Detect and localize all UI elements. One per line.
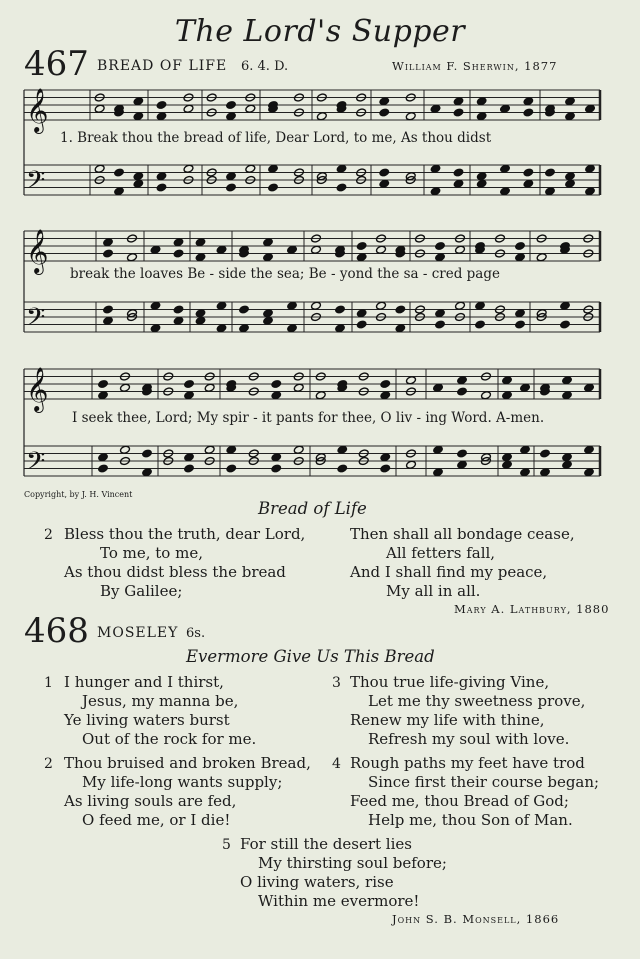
note-head [150,324,161,333]
note-head [315,391,326,400]
note-head [379,168,390,177]
note-head [204,383,215,392]
note-head [336,164,347,173]
note-head [560,320,571,329]
note-head [173,305,184,314]
note-head [133,97,144,106]
composer-467: William F. Sherwin, 1877 [392,59,558,73]
note-head [453,168,464,177]
bass-clef-icon: 𝄢 [26,447,46,482]
verse-line: Since first their course began; [368,773,600,791]
note-head [268,164,279,173]
bass-clef-icon: 𝄢 [26,166,46,201]
verse-line: O living waters, rise [240,873,394,891]
text-author-467: Mary A. Lathbury, 1880 [454,602,610,616]
verse-line: I hunger and I thirst, [64,673,224,691]
verse-line: By Galilee; [100,582,183,600]
note-head [545,168,556,177]
note-head [103,316,114,325]
note-head [502,453,513,462]
note-head [520,468,531,477]
note-head [405,112,416,121]
note-head [195,309,206,318]
note-head [406,460,417,469]
meter-468: 6s. [186,626,206,641]
verse-line: Feed me, thou Bread of God; [350,792,569,810]
verse-line: My life-long wants supply; [82,773,283,791]
verse-line: Jesus, my manna be, [82,692,239,710]
note-head [133,112,144,121]
note-head [226,172,237,181]
note-head [523,97,534,106]
note-head [183,164,194,173]
note-head [293,383,304,392]
note-head [455,245,466,254]
note-head [226,112,237,121]
note-head [562,453,573,462]
note-head [515,241,526,250]
note-head [430,104,441,113]
note-head [133,172,144,181]
verse-line: For still the desert lies [240,835,412,853]
note-head [453,97,464,106]
note-head [287,301,298,310]
hymn-number-468: 468 [24,611,89,651]
note-head [98,391,109,400]
note-head [356,253,367,262]
note-head [239,305,250,314]
note-head [585,104,596,113]
note-head [380,453,391,462]
note-head [520,383,531,392]
note-head [311,245,322,254]
note-head [195,316,206,325]
note-head [523,108,534,117]
note-head [585,187,596,196]
note-head [263,309,274,318]
treble-clef-icon: 𝄞 [26,367,49,411]
note-head [103,305,114,314]
verse-number: 5 [222,837,231,853]
note-head [562,376,573,385]
tune-name-467: BREAD OF LIFE [97,58,228,74]
note-head [565,172,576,181]
verse-line: Out of the rock for me. [82,730,257,748]
note-head [476,97,487,106]
note-head [156,112,167,121]
note-head [523,168,534,177]
note-head [268,183,279,192]
note-head [335,305,346,314]
note-head [435,253,446,262]
note-head [271,391,282,400]
note-head [150,245,161,254]
note-head [453,179,464,188]
treble-clef-icon: 𝄞 [26,229,49,273]
note-head [453,108,464,117]
note-head [540,468,551,477]
note-head [114,168,125,177]
note-head [263,316,274,325]
note-head [311,301,322,310]
note-head [435,309,446,318]
note-head [430,187,441,196]
text-title-468: Evermore Give Us This Bread [186,647,435,666]
note-head [379,97,390,106]
note-head [142,468,153,477]
note-head [226,464,237,473]
note-head [476,179,487,188]
note-head [183,104,194,113]
meter-467: 6. 4. D. [241,59,289,74]
note-head [560,301,571,310]
text-author-468: John S. B. Monsell, 1866 [392,912,560,926]
note-head [114,187,125,196]
verse-line: Thou true life-giving Vine, [350,673,550,691]
note-head [271,453,282,462]
note-head [226,445,237,454]
verse-line: O feed me, or I die! [82,811,231,829]
note-head [500,164,511,173]
note-head [476,112,487,121]
note-head [142,449,153,458]
note-head [184,391,195,400]
note-head [195,253,206,262]
note-head [216,301,227,310]
note-head [271,379,282,388]
note-head [336,183,347,192]
note-head [356,241,367,250]
note-head [536,253,547,262]
verse-line: Renew my life with thine, [350,711,545,729]
note-head [356,309,367,318]
note-head [457,460,468,469]
note-head [94,164,105,173]
note-head [481,391,492,400]
note-head [584,383,595,392]
note-head [584,445,595,454]
treble-clef-icon: 𝄞 [26,88,49,132]
note-head [406,376,417,385]
note-head [435,320,446,329]
note-head [216,245,227,254]
note-head [173,316,184,325]
note-head [545,187,556,196]
verse-line: As living souls are fed, [64,792,237,810]
lyrics-line-2: break the loaves Be - side the sea; Be - yond the sa - cred page [70,266,500,282]
note-head [520,445,531,454]
verse-line: Ye living waters burst [64,711,230,729]
note-head [150,301,161,310]
note-head [455,301,466,310]
verse-line: My thirsting soul before; [258,854,447,872]
note-head [565,179,576,188]
note-head [156,172,167,181]
note-head [380,379,391,388]
note-head [156,183,167,192]
note-head [127,253,138,262]
note-head [316,112,327,121]
lyrics-line-1: 1. Break thou the bread of life, Dear Lord, to me, As thou didst [60,130,492,146]
note-head [98,379,109,388]
note-head [173,238,184,247]
note-head [120,383,131,392]
note-head [379,108,390,117]
verse-number: 2 [44,527,53,543]
verse-line: All fetters fall, [386,544,496,562]
note-head [540,449,551,458]
note-head [457,376,468,385]
note-head [475,320,486,329]
note-head [356,320,367,329]
note-head [98,453,109,462]
note-head [133,179,144,188]
note-head [435,241,446,250]
verse-line: To me, to me, [100,544,203,562]
note-head [376,301,387,310]
verse-line: My all in all. [386,582,481,600]
note-head [120,445,131,454]
note-head [156,100,167,109]
note-head [226,183,237,192]
note-head [565,97,576,106]
note-head [380,464,391,473]
note-head [433,383,444,392]
verse-line: Then shall all bondage cease, [350,525,575,543]
note-head [379,179,390,188]
note-head [562,391,573,400]
note-head [293,445,304,454]
note-head [500,104,511,113]
verse-line: And I shall find my peace, [350,563,548,581]
note-head [515,309,526,318]
note-head [271,464,282,473]
note-head [502,376,513,385]
note-head [457,449,468,458]
verse-line: Within me evermore! [258,892,420,910]
note-head [337,445,348,454]
note-head [287,324,298,333]
note-head [184,453,195,462]
note-head [433,468,444,477]
note-head [395,324,406,333]
page-title: The Lord's Supper [174,14,466,49]
verse-number: 1 [44,675,53,691]
note-head [476,172,487,181]
note-head [585,164,596,173]
note-head [430,164,441,173]
verse-line: Let me thy sweetness prove, [368,692,586,710]
note-head [173,249,184,258]
verse-line: Help me, thou Son of Man. [368,811,573,829]
note-head [263,253,274,262]
copyright-note: Copyright, by J. H. Vincent [24,490,133,499]
note-head [239,324,250,333]
note-head [245,164,256,173]
note-head [523,179,534,188]
note-head [216,324,227,333]
tune-name-468: MOSELEY [97,625,179,641]
note-head [500,187,511,196]
verse-line: Rough paths my feet have trod [350,754,585,772]
note-head [562,460,573,469]
verse-line: Refresh my soul with love. [368,730,570,748]
note-head [287,245,298,254]
note-head [94,104,105,113]
note-head [103,249,114,258]
note-head [395,305,406,314]
verse-line: Thou bruised and broken Bread, [64,754,311,772]
bass-clef-icon: 𝄢 [26,303,46,338]
note-head [515,253,526,262]
note-head [204,445,215,454]
note-head [184,464,195,473]
note-head [245,104,256,113]
text-title-467: Bread of Life [258,499,367,518]
note-head [380,391,391,400]
note-head [475,301,486,310]
note-head [263,238,274,247]
note-head [103,238,114,247]
verse-number: 3 [332,675,341,691]
note-head [433,445,444,454]
note-head [457,387,468,396]
note-head [376,245,387,254]
verse-number: 4 [332,756,341,772]
note-head [584,468,595,477]
note-head [502,460,513,469]
note-head [565,112,576,121]
note-head [337,464,348,473]
note-head [515,320,526,329]
note-head [335,324,346,333]
verse-line: Bless thou the truth, dear Lord, [64,525,306,543]
note-head [195,238,206,247]
note-head [184,379,195,388]
verse-line: As thou didst bless the bread [64,563,286,581]
note-head [226,100,237,109]
note-head [98,464,109,473]
hymn-number-467: 467 [24,44,89,84]
note-head [502,391,513,400]
verse-number: 2 [44,756,53,772]
lyrics-line-3: I seek thee, Lord; My spir - it pants for thee, O liv - ing Word. A-men. [72,410,545,426]
